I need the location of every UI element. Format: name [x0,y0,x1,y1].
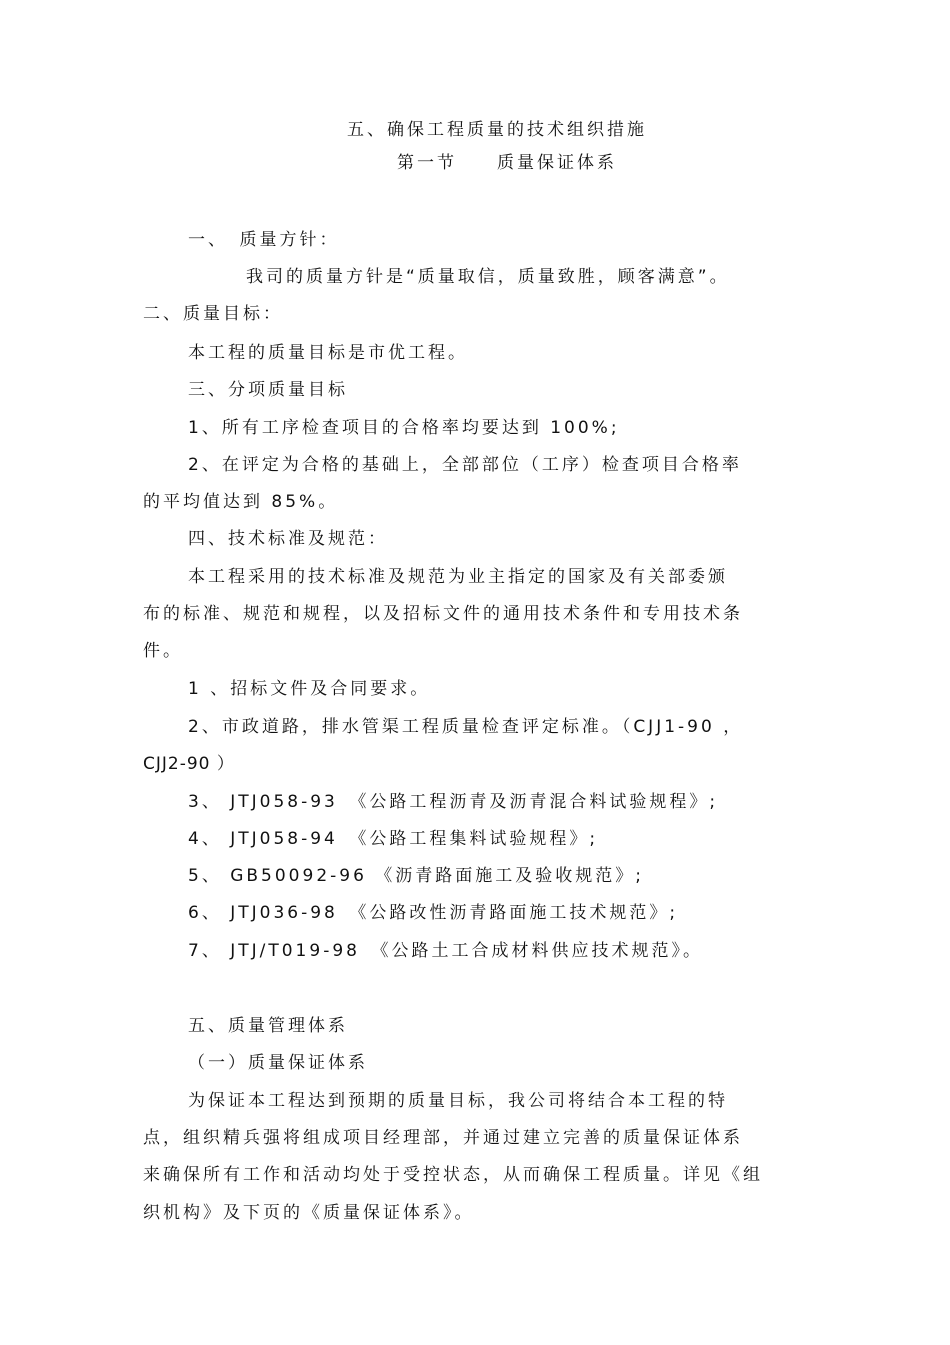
item-goal-1: 1、所有工序检查项目的合格率均要达到 100%; [188,418,620,438]
standard-item-1: 1 、招标文件及合同要求。 [188,679,431,699]
standard-item-7: 7、 JTJ/T019-98 《公路土工合成材料供应技术规范》。 [188,941,703,961]
subheading-quality-assurance-system: （一）质量保证体系 [188,1053,368,1073]
assurance-paragraph-line-1: 为保证本工程达到预期的质量目标，我公司将结合本工程的特 [188,1091,728,1111]
assurance-paragraph-line-2: 点，组织精兵强将组成项目经理部，并通过建立完善的质量保证体系 [143,1128,743,1148]
standard-item-5: 5、 GB50092-96 《沥青路面施工及验收规范》; [188,866,645,886]
item-goal-2-line-2: 的平均值达到 85%。 [143,492,339,512]
section-title: 第一节 质量保证体系 [397,153,617,173]
heading-item-quality-goal: 三、分项质量目标 [188,380,348,400]
standard-item-4: 4、 JTJ058-94 《公路工程集料试验规程》; [188,829,599,849]
standard-item-2-line-1: 2、市政道路，排水管渠工程质量检查评定标准。（CJJ1-90 ， [188,717,744,737]
quality-goal-text: 本工程的质量目标是市优工程。 [188,343,468,363]
assurance-paragraph-line-4: 织机构》及下页的《质量保证体系》。 [143,1203,475,1223]
heading-quality-goal: 二、质量目标： [143,304,283,324]
standards-paragraph-line-3: 件。 [143,641,183,661]
chapter-title: 五、确保工程质量的技术组织措施 [347,120,647,140]
standard-item-2-line-2: CJJ2-90 ） [143,754,235,774]
assurance-paragraph-line-3: 来确保所有工作和活动均处于受控状态，从而确保工程质量。详见《组 [143,1165,763,1185]
standards-paragraph-line-2: 布的标准、规范和规程，以及招标文件的通用技术条件和专用技术条 [143,604,743,624]
quality-policy-text: 我司的质量方针是“质量取信，质量致胜，顾客满意”。 [246,267,730,287]
standard-item-6: 6、 JTJ036-98 《公路改性沥青路面施工技术规范》; [188,903,679,923]
heading-quality-policy: 一、 质量方针： [188,230,340,250]
item-goal-2-line-1: 2、在评定为合格的基础上，全部部位（工序）检查项目合格率 [188,455,742,475]
standards-paragraph-line-1: 本工程采用的技术标准及规范为业主指定的国家及有关部委颁 [188,567,728,587]
standard-item-3: 3、 JTJ058-93 《公路工程沥青及沥青混合料试验规程》; [188,792,719,812]
heading-quality-management-system: 五、质量管理体系 [188,1016,348,1036]
heading-standards: 四、技术标准及规范： [188,529,388,549]
